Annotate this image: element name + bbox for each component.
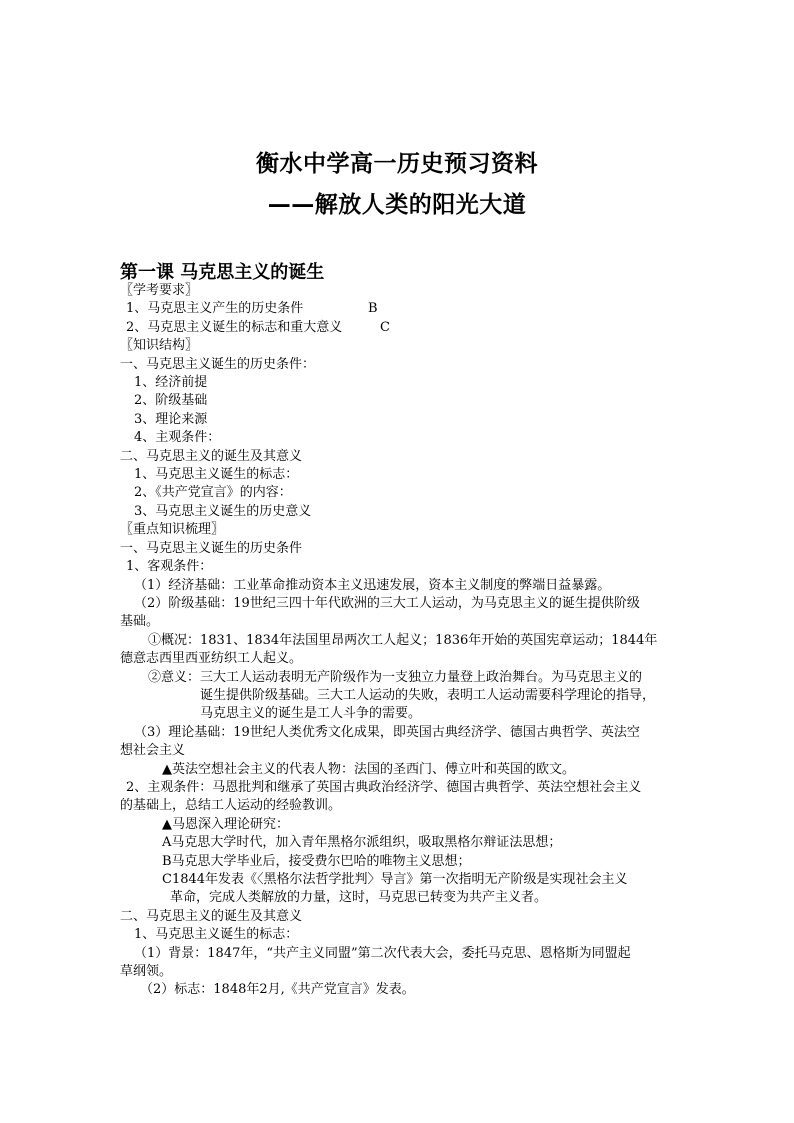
theory-basis-cont: 想社会主义 (120, 743, 186, 759)
research-item-c-cont: 革命，完成人类解放的力量，这时，马克思已转变为共产主义者。 (170, 890, 548, 906)
structure-item: 1、马克思主义诞生的标志： (134, 467, 299, 483)
requirements-heading: 〖学考要求〗 (120, 283, 199, 298)
structure-item: 2、《共产党宣言》的内容： (134, 485, 292, 501)
requirement-grade: B (368, 301, 378, 317)
overview: ①概况：1831、1834年法国里昂两次工人起义；1836年开始的英国宪章运动；1844年 (148, 632, 658, 648)
document-subtitle: ——解放人类的阳光大道 (267, 192, 527, 218)
requirement-text: 1、马克思主义产生的历史条件 (126, 301, 304, 317)
utopian-note: ▲英法空想社会主义的代表人物：法国的圣西门、傅立叶和英国的欧文。 (162, 761, 575, 777)
research-note: ▲马恩深入理论研究： (162, 816, 289, 832)
meaning: ②意义：三大工人运动表明无产阶级作为一支独立力量登上政治舞台。为马克思主义的 (148, 669, 643, 685)
subjective-conditions-cont: 的基础上，总结工人运动的经验教训。 (120, 798, 342, 814)
key-section-1: 一、马克思主义诞生的历史条件 (120, 540, 303, 556)
economic-basis: （1）经济基础：工业革命推动资本主义迅速发展，资本主义制度的弊端日益暴露。 (134, 577, 611, 593)
class-basis-cont: 基础。 (120, 614, 160, 630)
objective-conditions: 1、客观条件： (126, 559, 213, 575)
document-body (120, 282, 680, 1000)
requirement-item (120, 319, 680, 337)
key-section-2: 二、马克思主义的诞生及其意义 (120, 908, 303, 924)
document-title: 衡水中学高一历史预习资料 (256, 151, 538, 177)
research-item-c: C1844年发表《〈黑格尔法哲学批判〉导言》第一次指明无产阶级是实现社会主义 (162, 872, 628, 887)
key-points-heading: 〖重点知识梳理〗 (120, 522, 225, 538)
meaning-cont: 诞生提供阶级基础。三大工人运动的失败，表明工人运动需要科学理论的指导， (200, 687, 656, 703)
structure-section-1: 一、马克思主义诞生的历史条件： (120, 356, 316, 372)
research-item-b: B马克思大学毕业后，接受费尔巴哈的唯物主义思想； (162, 853, 471, 869)
birth-sign: 1、马克思主义诞生的标志： (134, 927, 299, 943)
lesson-title: 第一课 马克思主义的诞生 (120, 262, 325, 283)
meaning-cont: 马克思主义的诞生是工人斗争的需要。 (200, 706, 422, 722)
structure-item: 4、主观条件： (134, 430, 221, 446)
requirement-item (120, 300, 680, 318)
requirement-grade: C (380, 319, 390, 335)
background: （1）背景：1847年，“共产主义同盟”第二次代表大会，委托马克思、恩格斯为同盟起 (134, 945, 631, 961)
structure-item: 3、理论来源 (134, 411, 208, 427)
structure-item: 3、马克思主义诞生的历史意义 (134, 503, 312, 519)
class-basis: （2）阶级基础：19世纪三四十年代欧洲的三大工人运动，为马克思主义的诞生提供阶级 (134, 595, 640, 611)
overview-cont: 德意志西里西亚纺织工人起义。 (120, 651, 303, 667)
requirement-text: 2、马克思主义诞生的标志和重大意义 (126, 319, 343, 335)
research-item-a: A马克思大学时代，加入青年黑格尔派组织，吸取黑格尔辩证法思想； (162, 835, 562, 851)
birth-mark: （2）标志：1848年2月,《共产党宣言》发表。 (140, 982, 415, 998)
background-cont: 草纲领。 (120, 964, 173, 980)
structure-item: 2、阶级基础 (134, 393, 208, 409)
subjective-conditions: 2、主观条件：马恩批判和继承了英国古典政治经济学、德国古典哲学、英法空想社会主义 (126, 779, 642, 795)
theory-basis: （3）理论基础：19世纪人类优秀文化成果，即英国古典经济学、德国古典哲学、英法空 (134, 724, 640, 740)
structure-section-2: 二、马克思主义的诞生及其意义 (120, 448, 303, 464)
structure-item: 1、经济前提 (134, 375, 208, 391)
structure-heading: 〖知识结构〗 (120, 338, 199, 354)
